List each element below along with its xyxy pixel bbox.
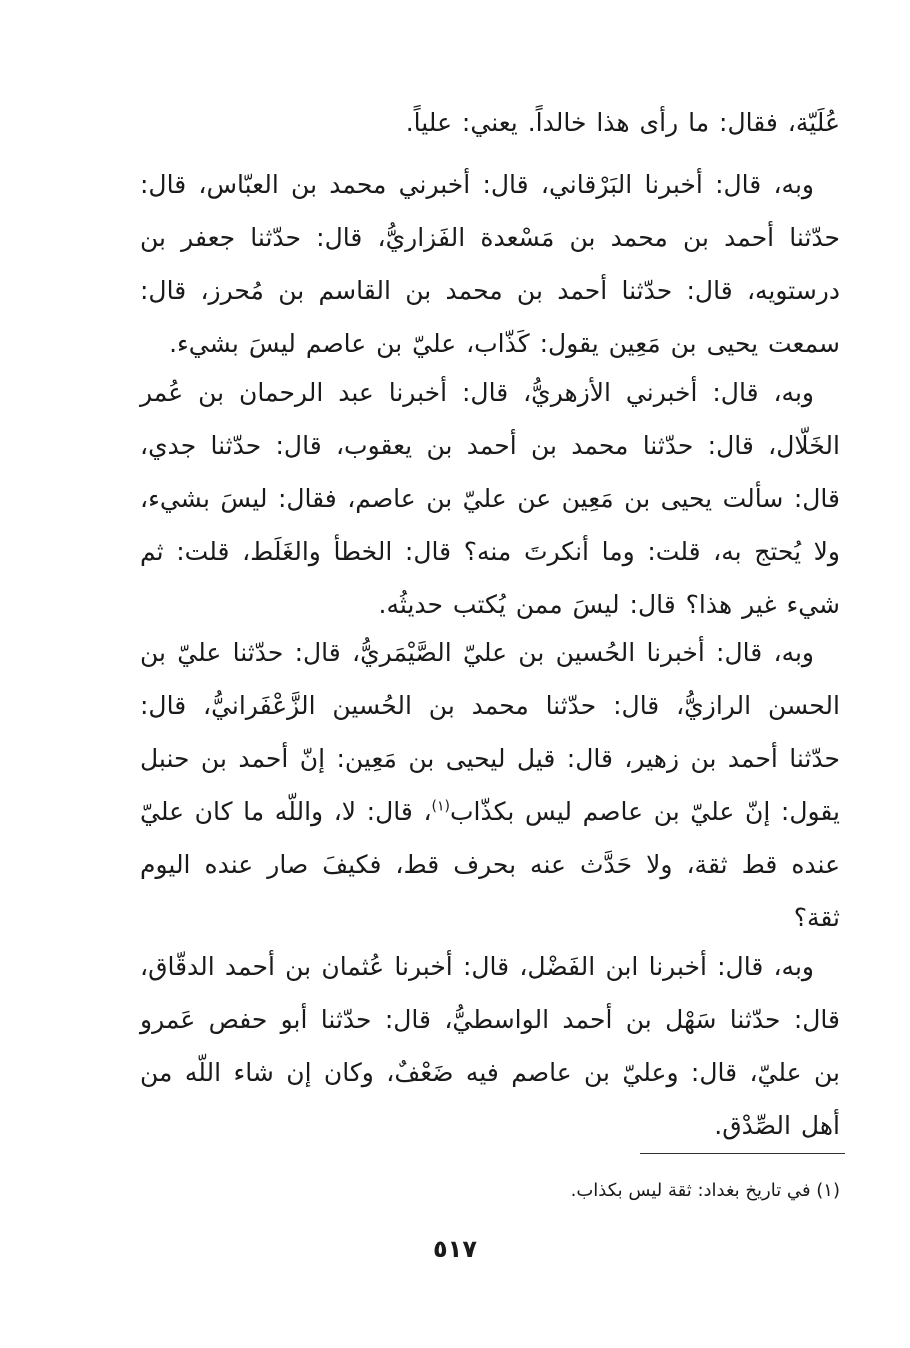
paragraph-barqani xyxy=(140,158,840,370)
footnote: (١) في تاريخ بغداد: ثقة ليس بكذاب. xyxy=(570,1180,840,1201)
page-number: ٥١٧ xyxy=(433,1235,477,1263)
paragraph-azhari xyxy=(140,366,840,631)
paragraph-text-part-2: ، قال: لا، واللّه ما كان عليّ عنده قط ثقة، ولا حَدَّث عنه بحرف قط، فكيفَ صار عنده اليوم ثقة؟ xyxy=(140,797,840,932)
paragraph-saymari xyxy=(140,626,840,944)
paragraph-text: وبه، قال: أخبرنا ابن الفَضْل، قال: أخبرنا عُثمان بن أحمد الدقّاق، قال: حدّثنا سَهْل بن أحمد الواسطيُّ، قال: حدّثنا أبو حفص عَمرو بن عليّ، قال: وعليّ بن عاصم فيه ضَعْفٌ، وكان إن شاء اللّه من أهل الصِّدْق. xyxy=(140,952,840,1140)
paragraph-text: وبه، قال: أخبرني الأزهريُّ، قال: أخبرنا عبد الرحمان بن عُمر الخَلّال، قال: حدّثنا محمد بن أحمد بن يعقوب، قال: حدّثنا جدي، قال: سألت يحيى بن مَعِين عن عليّ بن عاصم، فقال: ليسَ بشيء، ولا يُحتج به، قلت: وما أنكرتَ منه؟ قال: الخطأ والغَلَط، قلت: ثم شيء غير هذا؟ قال: ليسَ ممن يُكتب حديثُه. xyxy=(140,378,840,619)
paragraph-text xyxy=(140,626,840,944)
paragraph-text-part-1: وبه، قال: أخبرنا الحُسين بن عليّ الصَّيْمَريُّ، قال: حدّثنا عليّ بن الحسن الرازيُّ، قال: حدّثنا محمد بن الحُسين الزَّعْفَرانيُّ، قال: حدّثنا أحمد بن زهير، قال: قيل ليحيى بن مَعِين: إنّ أحمد بن حنبل يقول: إنّ عليّ بن عاصم ليس بكذّاب xyxy=(140,638,840,826)
footnote-reference: (١) xyxy=(431,798,451,815)
paragraph-text: عُلَيّة، فقال: ما رأى هذا خالداً. يعني: علياً. xyxy=(405,108,840,137)
paragraph-ibn-alfadl xyxy=(140,940,840,1152)
paragraph-continuation xyxy=(140,96,840,149)
footnote-divider xyxy=(640,1153,845,1154)
paragraph-text: وبه، قال: أخبرنا البَرْقاني، قال: أخبرني محمد بن العبّاس، قال: حدّثنا أحمد بن محمد بن مَسْعدة الفَزاريُّ، قال: حدّثنا جعفر بن درستويه، قال: حدّثنا أحمد بن محمد بن القاسم بن مُحرز، قال: سمعت يحيى بن مَعِين يقول: كَذّاب، عليّ بن عاصم ليسَ بشيء. xyxy=(140,170,840,358)
